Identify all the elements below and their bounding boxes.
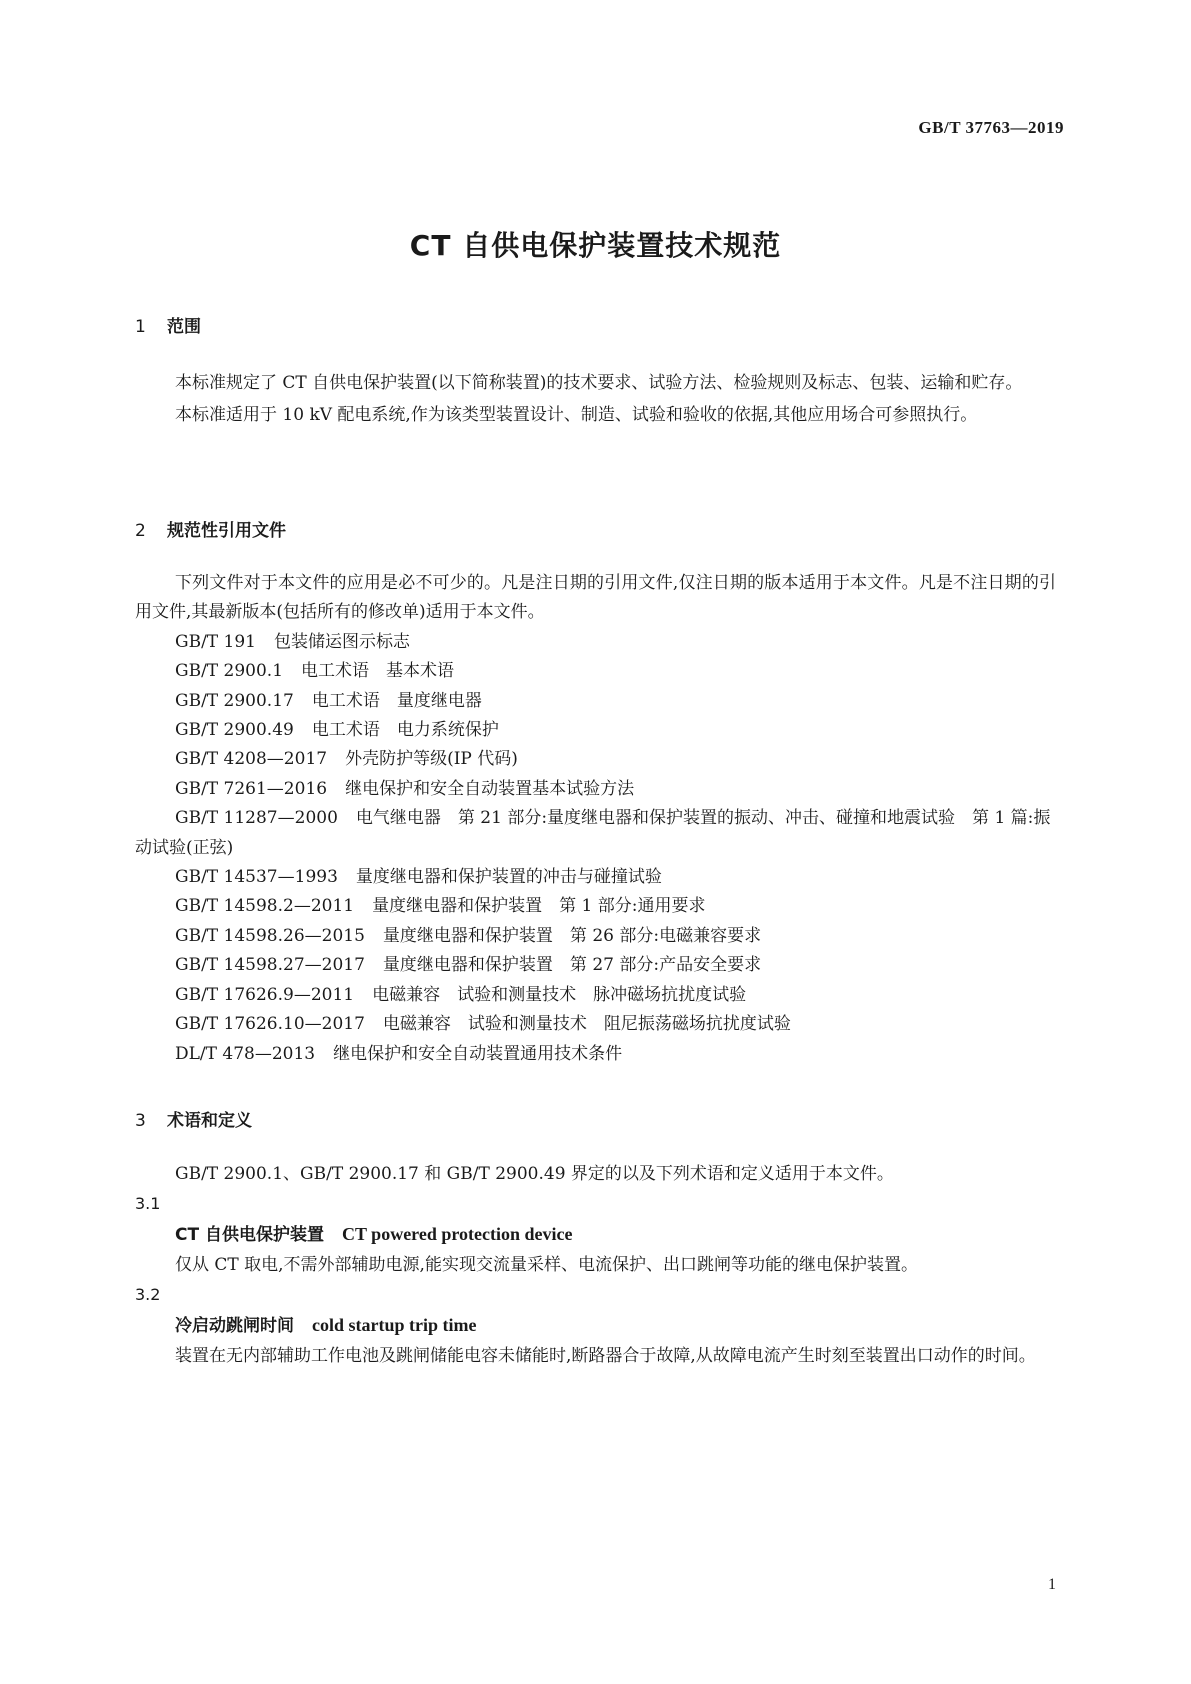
section-3-heading	[135, 1106, 252, 1131]
term-definition: 装置在无内部辅助工作电池及跳闸储能电容未储能时,断路器合于故障,从故障电流产生时刻至装置出口动作的时间。	[175, 1346, 1036, 1366]
section-number: 2	[135, 521, 146, 541]
paragraph: GB/T 2900.1、GB/T 2900.17 和 GB/T 2900.49 界定的以及下列术语和定义适用于本文件。	[175, 1164, 894, 1184]
page-number: 1	[1048, 1576, 1056, 1593]
reference-code: GB/T 17626.10—2017	[175, 1014, 365, 1035]
reference-item	[135, 745, 1056, 774]
document-code: GB/T 37763—2019	[918, 118, 1064, 137]
reference-item	[135, 922, 1056, 951]
reference-code: GB/T 191	[175, 631, 256, 652]
reference-code: GB/T 14598.27—2017	[175, 955, 365, 976]
term-en: cold startup trip time	[312, 1315, 477, 1335]
term-number: 3.2	[135, 1285, 161, 1304]
reference-title: 量度继电器和保护装置 第 26 部分:电磁兼容要求	[382, 925, 762, 946]
term-en: CT powered protection device	[342, 1224, 573, 1244]
reference-item	[135, 687, 1056, 716]
reference-title: 电工术语 基本术语	[301, 661, 455, 682]
term-heading	[135, 1219, 1056, 1250]
reference-code: GB/T 14537—1993	[175, 867, 338, 888]
reference-item	[135, 657, 1056, 686]
term-heading	[135, 1310, 1056, 1341]
section-number: 1	[135, 317, 146, 337]
reference-code: GB/T 14598.2—2011	[175, 896, 355, 917]
section-title: 规范性引用文件	[167, 521, 286, 541]
term-zh: 冷启动跳闸时间	[175, 1316, 294, 1336]
reference-title: 量度继电器和保护装置 第 27 部分:产品安全要求	[382, 955, 762, 976]
reference-title: 电磁兼容 试验和测量技术 阻尼振荡磁场抗扰度试验	[382, 1014, 791, 1035]
paragraph: 本标准适用于 10 kV 配电系统,作为该类型装置设计、制造、试验和验收的依据,其他应用场合可参照执行。	[175, 405, 978, 425]
reference-item	[135, 1010, 1056, 1039]
reference-code: GB/T 14598.26—2015	[175, 925, 365, 946]
reference-title: 电气继电器 第 21 部分:量度继电器和保护装置的振动、冲击、碰撞和地震试验 第 1 篇:振动试验(正弦)	[135, 808, 1051, 858]
term-zh: CT 自供电保护装置	[175, 1225, 324, 1245]
reference-code: GB/T 7261—2016	[175, 778, 328, 799]
reference-title: 电磁兼容 试验和测量技术 脉冲磁场抗扰度试验	[372, 984, 747, 1005]
section-2-body	[135, 569, 1056, 1069]
reference-title: 继电保护和安全自动装置基本试验方法	[345, 778, 635, 799]
section-1-body	[135, 367, 1056, 431]
reference-code: GB/T 2900.1	[175, 661, 284, 682]
reference-item	[135, 628, 1056, 657]
reference-title: 包装储运图示标志	[274, 631, 410, 652]
reference-item	[135, 716, 1056, 745]
reference-item	[135, 1040, 1056, 1069]
document-title: CT 自供电保护装置技术规范	[409, 229, 782, 262]
reference-item	[135, 804, 1056, 863]
section-2-heading	[135, 516, 286, 541]
reference-item	[135, 863, 1056, 892]
section-1-heading	[135, 312, 201, 337]
term-definition: 仅从 CT 取电,不需外部辅助电源,能实现交流量采样、电流保护、出口跳闸等功能的继电保护装置。	[175, 1255, 918, 1275]
section-3-body	[135, 1159, 1056, 1371]
term-number: 3.1	[135, 1194, 161, 1213]
section-title: 术语和定义	[167, 1111, 252, 1131]
reference-item	[135, 951, 1056, 980]
reference-code: GB/T 2900.17	[175, 690, 294, 711]
reference-title: 继电保护和安全自动装置通用技术条件	[333, 1043, 623, 1064]
reference-title: 量度继电器和保护装置 第 1 部分:通用要求	[372, 896, 706, 917]
reference-item	[135, 892, 1056, 921]
reference-code: GB/T 11287—2000	[175, 808, 338, 829]
reference-title: 量度继电器和保护装置的冲击与碰撞试验	[355, 867, 662, 888]
reference-title: 外壳防护等级(IP 代码)	[345, 749, 518, 770]
reference-item	[135, 981, 1056, 1010]
reference-code: GB/T 4208—2017	[175, 749, 328, 770]
section-number: 3	[135, 1111, 146, 1131]
paragraph: 本标准规定了 CT 自供电保护装置(以下简称装置)的技术要求、试验方法、检验规则及标志、包装、运输和贮存。	[175, 373, 1023, 393]
reference-code: GB/T 2900.49	[175, 720, 294, 741]
section-title: 范围	[167, 317, 201, 337]
paragraph: 下列文件对于本文件的应用是必不可少的。凡是注日期的引用文件,仅注日期的版本适用于本文件。凡是不注日期的引用文件,其最新版本(包括所有的修改单)适用于本文件。	[135, 573, 1056, 623]
reference-code: GB/T 17626.9—2011	[175, 984, 355, 1005]
reference-code: DL/T 478—2013	[175, 1043, 316, 1064]
reference-title: 电工术语 电力系统保护	[311, 720, 499, 741]
reference-item	[135, 775, 1056, 804]
reference-title: 电工术语 量度继电器	[311, 690, 482, 711]
